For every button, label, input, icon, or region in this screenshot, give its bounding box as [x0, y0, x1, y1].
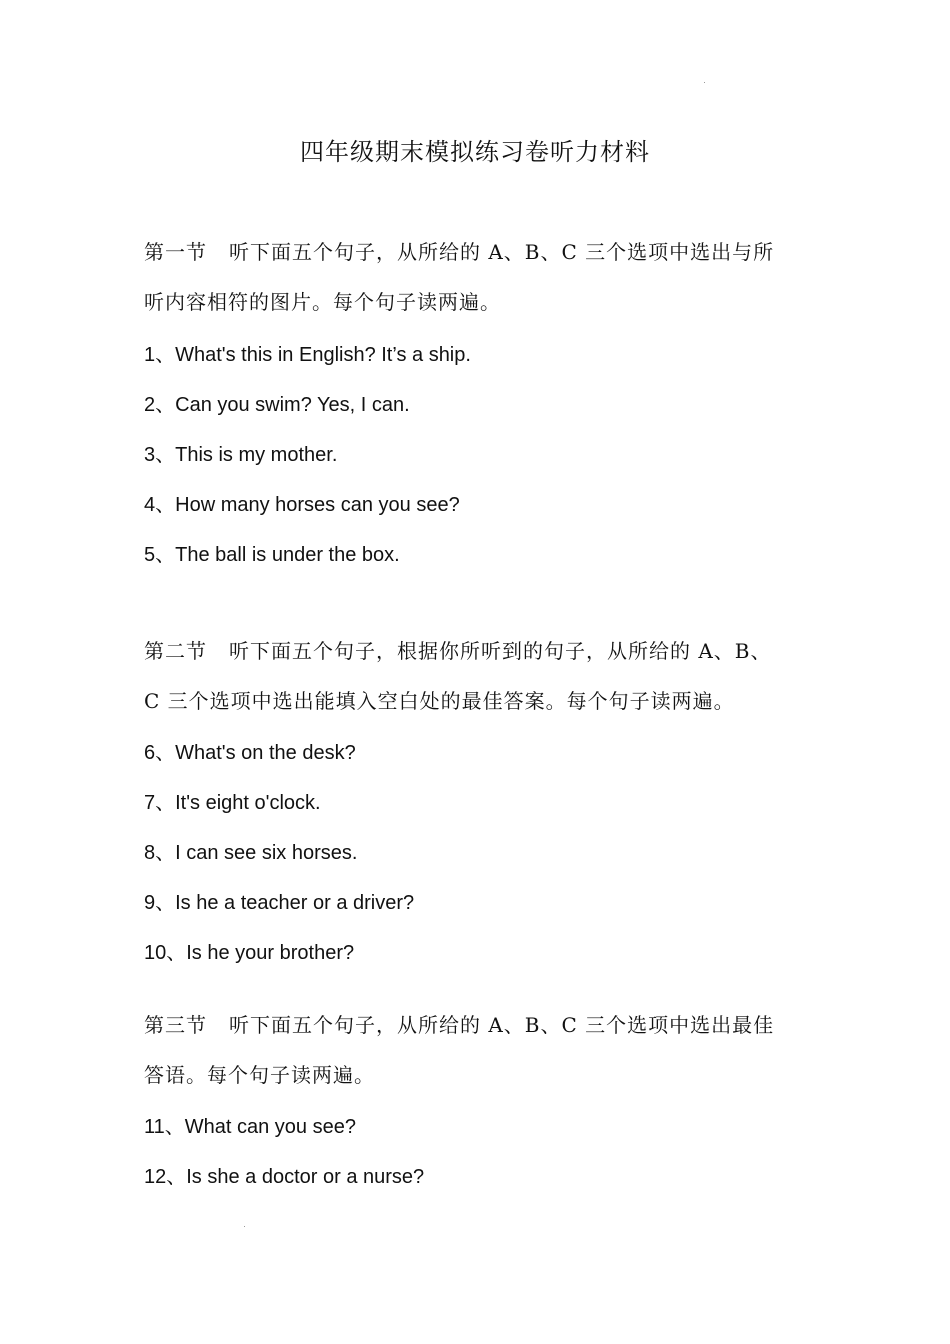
list-item: 2、Can you swim? Yes, I can. [144, 394, 410, 416]
section-1-instruction-line2: 听内容相符的图片。每个句子读两遍。 [144, 290, 501, 314]
list-item: 10、Is he your brother? [144, 942, 355, 964]
section-1-heading [144, 236, 774, 265]
list-item: 7、It's eight o'clock. [144, 792, 321, 814]
section-2-instruction-line1: 听下面五个句子，根据你所听到的句子，从所给的 A、B、 [229, 639, 772, 663]
list-item: 12、Is she a doctor or a nurse? [144, 1166, 425, 1188]
page-speck-bottom [244, 1226, 245, 1227]
page-title: 四年级期末模拟练习卷听力材料 [300, 138, 650, 166]
list-item: 8、I can see six horses. [144, 842, 358, 864]
page-speck-top [704, 82, 705, 83]
section-3-label: 第三节 [144, 1013, 207, 1037]
section-3-heading [144, 1009, 774, 1038]
section-2-instruction-line2: C 三个选项中选出能填入空白处的最佳答案。每个句子读两遍。 [144, 689, 735, 713]
section-3-instruction-line2: 答语。每个句子读两遍。 [144, 1063, 375, 1087]
section-2-heading [144, 635, 772, 664]
list-item: 9、Is he a teacher or a driver? [144, 892, 415, 914]
list-item: 6、What's on the desk? [144, 742, 356, 764]
section-1-label: 第一节 [144, 240, 207, 264]
list-item: 1、What's this in English? It’s a ship. [144, 344, 471, 366]
list-item: 3、This is my mother. [144, 444, 338, 466]
list-item: 11、What can you see? [144, 1116, 356, 1138]
section-2-label: 第二节 [144, 639, 207, 663]
section-1-instruction-line1: 听下面五个句子，从所给的 A、B、C 三个选项中选出与所 [229, 240, 775, 264]
list-item: 5、The ball is under the box. [144, 544, 400, 566]
section-3-instruction-line1: 听下面五个句子，从所给的 A、B、C 三个选项中选出最佳 [229, 1013, 775, 1037]
list-item: 4、How many horses can you see? [144, 494, 460, 516]
